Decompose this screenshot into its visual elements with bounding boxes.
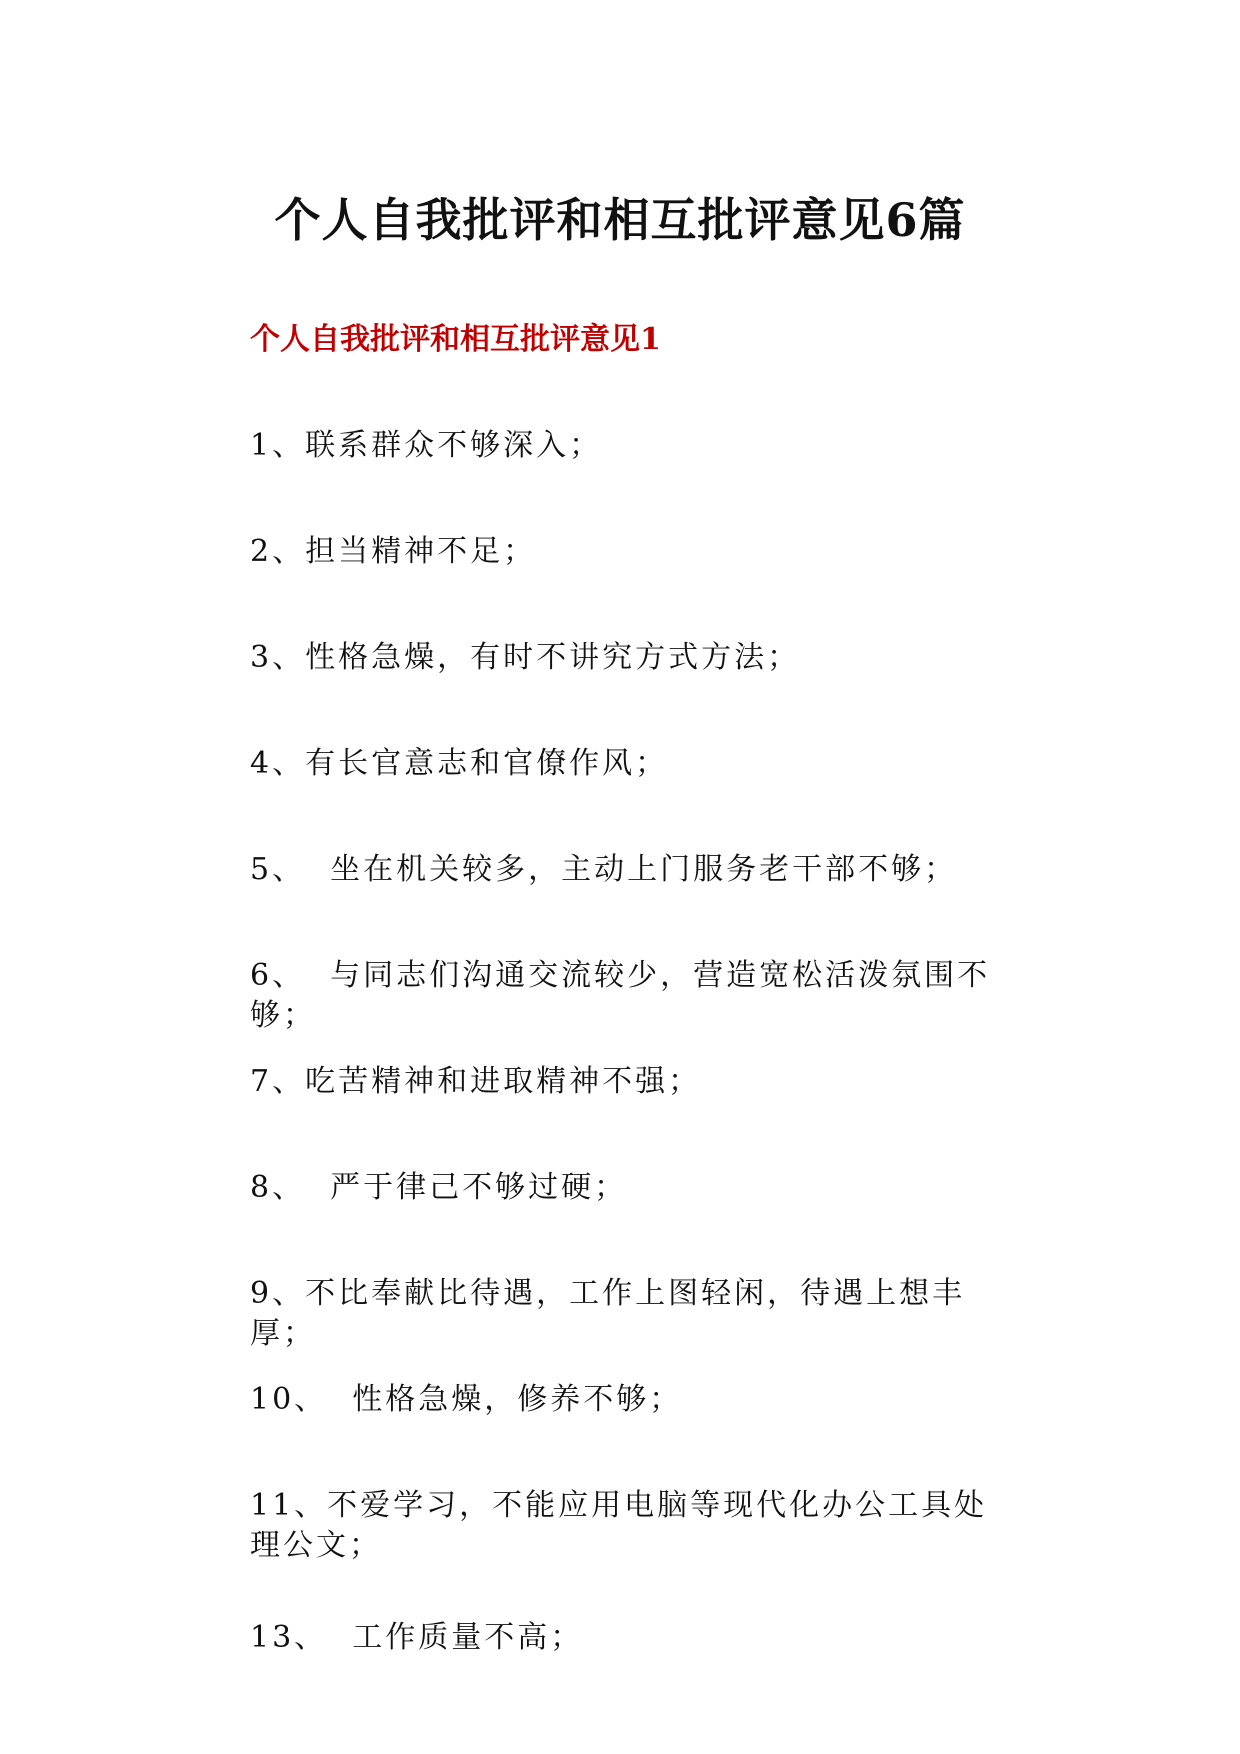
section-heading: 个人自我批评和相互批评意见1 bbox=[250, 322, 661, 357]
list-item: 1、联系群众不够深入； bbox=[250, 428, 603, 463]
list-item: 2、担当精神不足； bbox=[250, 534, 537, 569]
list-item: 8、 严于律己不够过硬； bbox=[250, 1170, 628, 1205]
list-item: 7、吃苦精神和进取精神不强； bbox=[250, 1064, 702, 1099]
list-item: 3、性格急燥，有时不讲究方式方法； bbox=[250, 640, 801, 675]
list-item: 13、 工作质量不高； bbox=[250, 1620, 584, 1655]
list-item: 9、不比奉献比待遇，工作上图轻闲，待遇上想丰厚； bbox=[250, 1276, 966, 1351]
list-item: 10、 性格急燥，修养不够； bbox=[250, 1382, 683, 1417]
list-item: 4、有长官意志和官僚作风； bbox=[250, 746, 669, 781]
list-item: 6、 与同志们沟通交流较少，营造宽松活泼氛围不够； bbox=[250, 958, 991, 1033]
list-item: 5、 坐在机关较多，主动上门服务老干部不够； bbox=[250, 852, 958, 887]
document-title: 个人自我批评和相互批评意见6篇 bbox=[274, 193, 966, 247]
list-item: 11、不爱学习，不能应用电脑等现代化办公工具处理公文； bbox=[250, 1488, 988, 1563]
